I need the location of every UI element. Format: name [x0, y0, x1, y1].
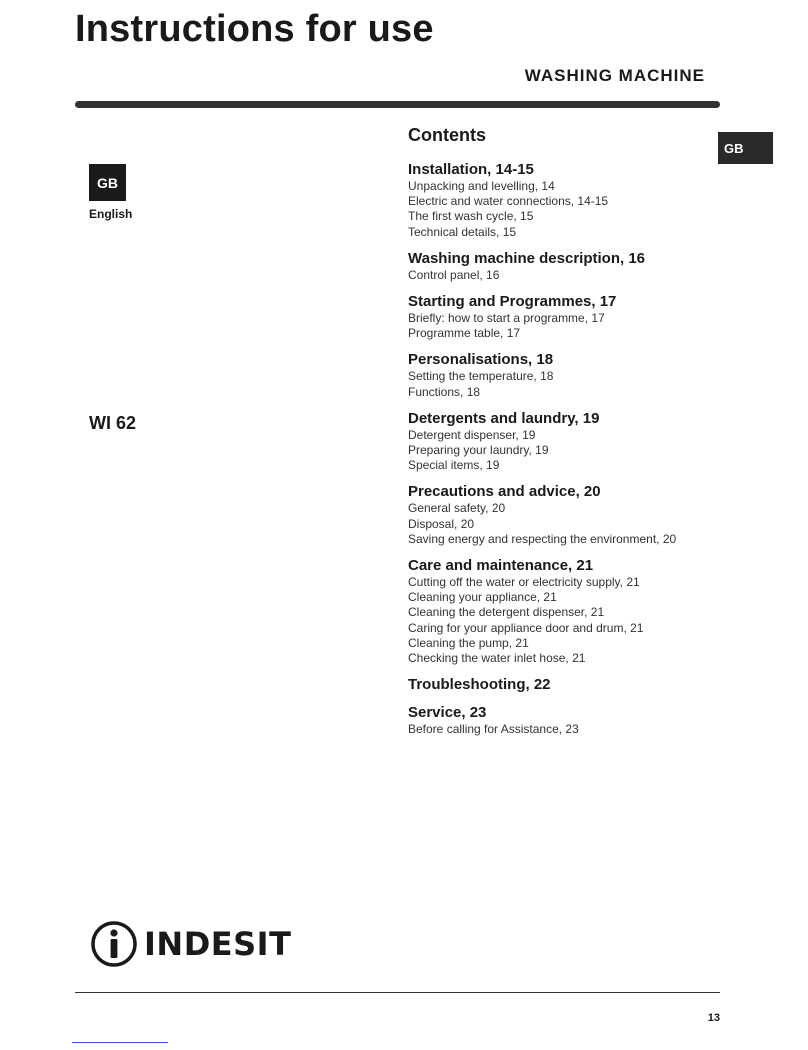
- contents-entry: Programme table, 17: [408, 326, 521, 341]
- contents-section: [408, 250, 728, 283]
- contents-section: [408, 483, 728, 547]
- page-number: 13: [707, 1012, 720, 1024]
- contents-entry: Before calling for Assistance, 23: [408, 722, 579, 737]
- language-code: GB: [97, 174, 118, 191]
- product-type: WASHING MACHINE: [524, 66, 705, 85]
- contents-entry: The first wash cycle, 15: [408, 209, 534, 224]
- language-badge: [89, 164, 126, 201]
- section-entries: [408, 311, 728, 341]
- contents-entry: Control panel, 16: [408, 267, 500, 282]
- section-heading: Personalisations, 18: [408, 351, 554, 369]
- contents-sections: [408, 161, 728, 737]
- section-entries: [408, 268, 728, 283]
- footer-divider: [75, 992, 720, 993]
- contents-entry: Briefly: how to start a programme, 17: [408, 311, 605, 326]
- model-number: WI 62: [89, 413, 137, 433]
- contents-section: [408, 410, 728, 474]
- header-divider: [75, 101, 720, 108]
- contents-entry: Technical details, 15: [408, 224, 517, 239]
- section-heading: Precautions and advice, 20: [408, 483, 601, 501]
- section-entries: [408, 501, 728, 547]
- contents-entry: Cutting off the water or electricity supply, 21: [408, 575, 640, 590]
- section-heading: Service, 23: [408, 704, 487, 722]
- section-heading: Washing machine description, 16: [408, 249, 645, 267]
- contents-section: [408, 676, 728, 694]
- contents-section: [408, 704, 728, 737]
- contents-entry: Special items, 19: [408, 458, 500, 473]
- contents-entry: General safety, 20: [408, 501, 506, 516]
- contents-entry: Caring for your appliance door and drum, 21: [408, 620, 644, 635]
- section-entries: [408, 575, 728, 666]
- section-entries: [408, 179, 728, 240]
- section-heading: Starting and Programmes, 17: [408, 293, 617, 311]
- contents-section: [408, 293, 728, 341]
- contents-entry: Detergent dispenser, 19: [408, 427, 536, 442]
- contents-entry: Cleaning the pump, 21: [408, 635, 529, 650]
- contents-title: Contents: [408, 125, 486, 145]
- contents-entry: Electric and water connections, 14-15: [408, 194, 609, 209]
- brand-logo: [90, 920, 291, 968]
- contents-section: [408, 161, 728, 240]
- contents-entry: Unpacking and levelling, 14: [408, 179, 555, 193]
- section-heading: Installation, 14-15: [408, 161, 534, 178]
- brand-wordmark: INDESIT: [144, 925, 292, 963]
- contents-entry: Functions, 18: [408, 384, 481, 399]
- indesit-i-logo-icon: [90, 920, 138, 968]
- section-entries: [408, 369, 728, 399]
- contents-entry: Saving energy and respecting the environment, 20: [408, 531, 677, 546]
- contents-entry: Checking the water inlet hose, 21: [408, 651, 586, 666]
- section-entries: [408, 722, 728, 737]
- footer-link-underline[interactable]: [72, 1042, 168, 1043]
- contents-entry: Preparing your laundry, 19: [408, 443, 549, 458]
- side-tab-label: GB: [724, 140, 744, 156]
- contents-entry: Cleaning your appliance, 21: [408, 590, 557, 605]
- contents-entry: Cleaning the detergent dispenser, 21: [408, 605, 605, 620]
- section-heading: Detergents and laundry, 19: [408, 409, 600, 427]
- section-heading: Care and maintenance, 21: [408, 557, 594, 575]
- contents-entry: Setting the temperature, 18: [408, 369, 554, 384]
- language-name: English: [89, 207, 133, 221]
- page-title: Instructions for use: [75, 8, 434, 50]
- section-entries: [408, 428, 728, 474]
- contents-section: [408, 351, 728, 399]
- table-of-contents: [408, 124, 728, 747]
- section-heading: Troubleshooting, 22: [408, 676, 551, 694]
- contents-section: [408, 557, 728, 666]
- contents-entry: Disposal, 20: [408, 516, 475, 531]
